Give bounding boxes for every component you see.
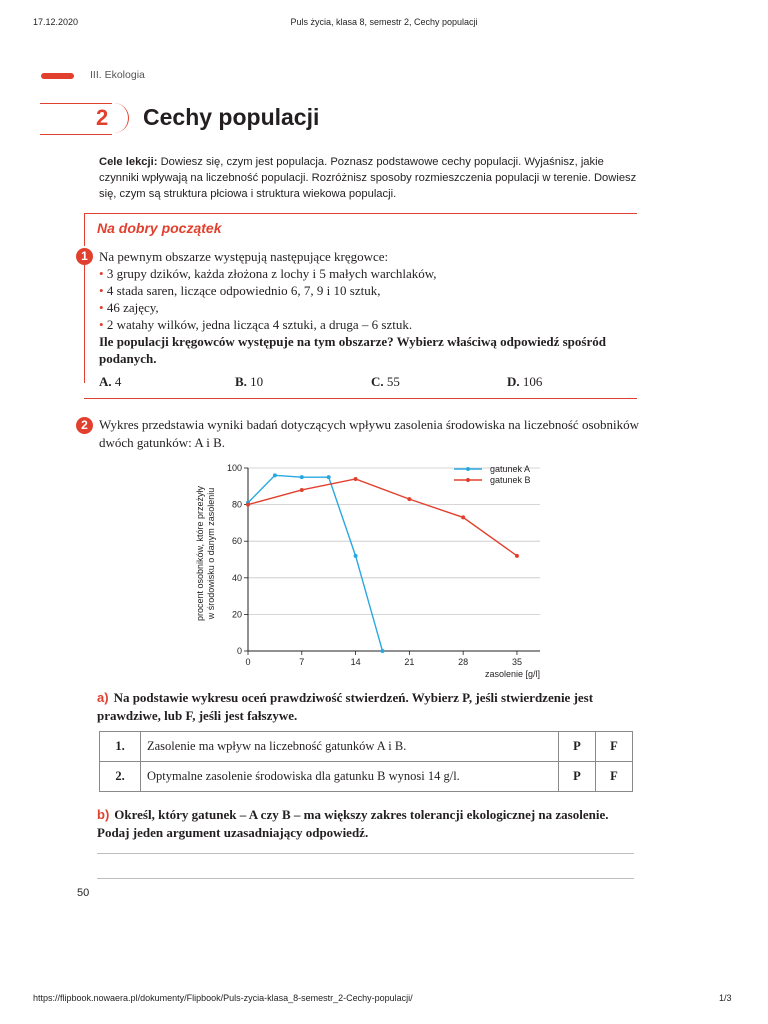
task-1-bullet: • 3 grupy dzików, każda złożona z lochy i 5 małych warchlaków,: [99, 266, 437, 281]
print-url: https://flipbook.nowaera.pl/dokumenty/Flipbook/Puls-zycia-klasa_8-semestr_2-Cechy-populacji/: [33, 993, 413, 1003]
x-tick-label: 35: [511, 657, 522, 667]
y-tick-label: 0: [236, 646, 242, 656]
data-point-a: [273, 473, 277, 477]
answer-c[interactable]: C. 55: [371, 374, 400, 389]
task-1-intro: Na pewnym obszarze występują następujące kręgowce:: [99, 249, 389, 264]
chart-x-ticks: [245, 651, 521, 667]
subquestion-b-text: Określ, który gatunek – A czy B – ma większy zakres tolerancji ekologicznej na zasolenie. Podaj jeden argument uzasadniający odpowiedź.: [97, 807, 609, 840]
y-tick-label: 60: [231, 536, 242, 547]
data-point-a: [380, 649, 384, 653]
answer-a[interactable]: A. 4: [99, 374, 122, 389]
x-tick-label: 14: [350, 657, 361, 667]
intro-box-bottom-border: [84, 398, 637, 399]
lesson-goals-label: Cele lekcji:: [99, 156, 158, 168]
lesson-goals-text: Dowiesz się, czym jest populacja. Poznasz podstawowe cechy populacji. Wyjaśnisz, jakie czynniki wpływają na liczebność populacji. Rozróżnisz sposoby rozmieszczenia populacji w terenie. Dowiesz się, czym są struktura płciowa i struktura wiekowa populacji.: [99, 156, 637, 200]
subquestion-a: [97, 689, 642, 725]
lesson-goals: [99, 154, 644, 202]
page-title: Cechy populacji: [143, 104, 320, 130]
data-point-a: [300, 475, 304, 479]
option-p[interactable]: P: [559, 762, 596, 792]
table-row: [100, 732, 633, 762]
x-tick-label: 7: [299, 657, 305, 667]
print-page-count: 1/3: [719, 993, 732, 1003]
data-point-a: [354, 554, 358, 558]
subquestion-a-text: Na podstawie wykresu oceń prawdziwość stwierdzeń. Wybierz P, jeśli stwierdzenie jest prawdziwe, lub F, jeśli jest fałszywe.: [97, 690, 594, 723]
table-row: [100, 762, 633, 792]
task-1: [99, 248, 639, 367]
task-1-bullet: • 4 stada saren, liczące odpowiednio 6, 7, 9 i 10 sztuk,: [99, 283, 381, 298]
option-f[interactable]: F: [596, 732, 633, 762]
data-point-b: [300, 488, 304, 492]
option-p[interactable]: P: [559, 732, 596, 762]
x-tick-label: 28: [458, 657, 469, 667]
true-false-table: [99, 731, 633, 792]
print-page-title: Puls życia, klasa 8, semestr 2, Cechy populacji: [290, 17, 478, 27]
row-number: 2.: [100, 762, 141, 792]
series-line-a: [248, 475, 382, 651]
y-axis-label-line-1: procent osobników, które przeżyły: [195, 485, 205, 622]
y-axis-label-line-2: w środowisku o danym zasoleniu: [206, 487, 216, 620]
data-point-b: [515, 554, 519, 558]
chart-series: [246, 473, 519, 653]
answer-line[interactable]: [97, 878, 634, 879]
lesson-number-frame-bottom: [40, 134, 112, 135]
answer-d[interactable]: D. 106: [507, 374, 543, 389]
y-tick-label: 40: [231, 572, 242, 583]
y-tick-label: 100: [226, 463, 242, 473]
legend-label-a: gatunek A: [490, 464, 531, 474]
statement-text: Zasolenie ma wpływ na liczebność gatunków A i B.: [141, 732, 559, 762]
page-number: 50: [77, 887, 90, 899]
task-2-intro: Wykres przedstawia wyniki badań dotyczących wpływu zasolenia środowiska na liczebność osobników dwóch gatunków: A i B.: [99, 417, 640, 450]
section-marker-bar: [41, 73, 74, 79]
y-tick-label: 20: [231, 609, 242, 620]
task-1-bullet: • 46 zajęcy,: [99, 300, 159, 315]
task-1-bullet: • 2 watahy wilków, jedna licząca 4 sztuki, a druga – 6 sztuk.: [99, 317, 413, 332]
answer-line[interactable]: [97, 853, 634, 854]
data-point-b: [461, 515, 465, 519]
task-1-question: Ile populacji kręgowców występuje na tym obszarze? Wybierz właściwą odpowiedź spośród podanych.: [99, 334, 606, 366]
lesson-number: 2: [96, 105, 109, 130]
salinity-chart: [186, 458, 566, 680]
intro-box-title: Na dobry początek: [97, 220, 222, 236]
series-line-b: [248, 479, 517, 556]
legend-marker-a: [466, 467, 470, 471]
intro-box-left-border-lower: [84, 263, 85, 383]
data-point-b: [407, 497, 411, 501]
statement-text: Optymalne zasolenie środowiska dla gatunku B wynosi 14 g/l.: [141, 762, 559, 792]
option-f[interactable]: F: [596, 762, 633, 792]
intro-box-left-border: [84, 213, 85, 246]
chart-y-ticks: [227, 463, 248, 656]
print-date: 17.12.2020: [33, 17, 79, 27]
row-number: 1.: [100, 732, 141, 762]
x-tick-label: 0: [245, 657, 251, 667]
subquestion-a-label: a): [97, 690, 109, 705]
legend-marker-b: [466, 478, 470, 482]
x-tick-label: 21: [404, 657, 415, 667]
x-axis-label: zasolenie [g/l]: [484, 669, 540, 679]
data-point-b: [246, 503, 250, 507]
answer-b[interactable]: B. 10: [235, 374, 264, 389]
y-tick-label: 80: [231, 499, 242, 510]
section-label: III. Ekologia: [90, 69, 145, 81]
task-2-badge: 2: [76, 417, 93, 434]
subquestion-b: [97, 806, 642, 842]
chart-legend: [454, 464, 531, 485]
chart-axes: [248, 468, 540, 651]
intro-box-top-border: [84, 213, 637, 214]
subquestion-b-label: b): [97, 807, 110, 822]
legend-label-b: gatunek B: [490, 475, 531, 485]
task-1-badge: 1: [76, 248, 93, 265]
data-point-a: [327, 475, 331, 479]
data-point-b: [354, 477, 358, 481]
